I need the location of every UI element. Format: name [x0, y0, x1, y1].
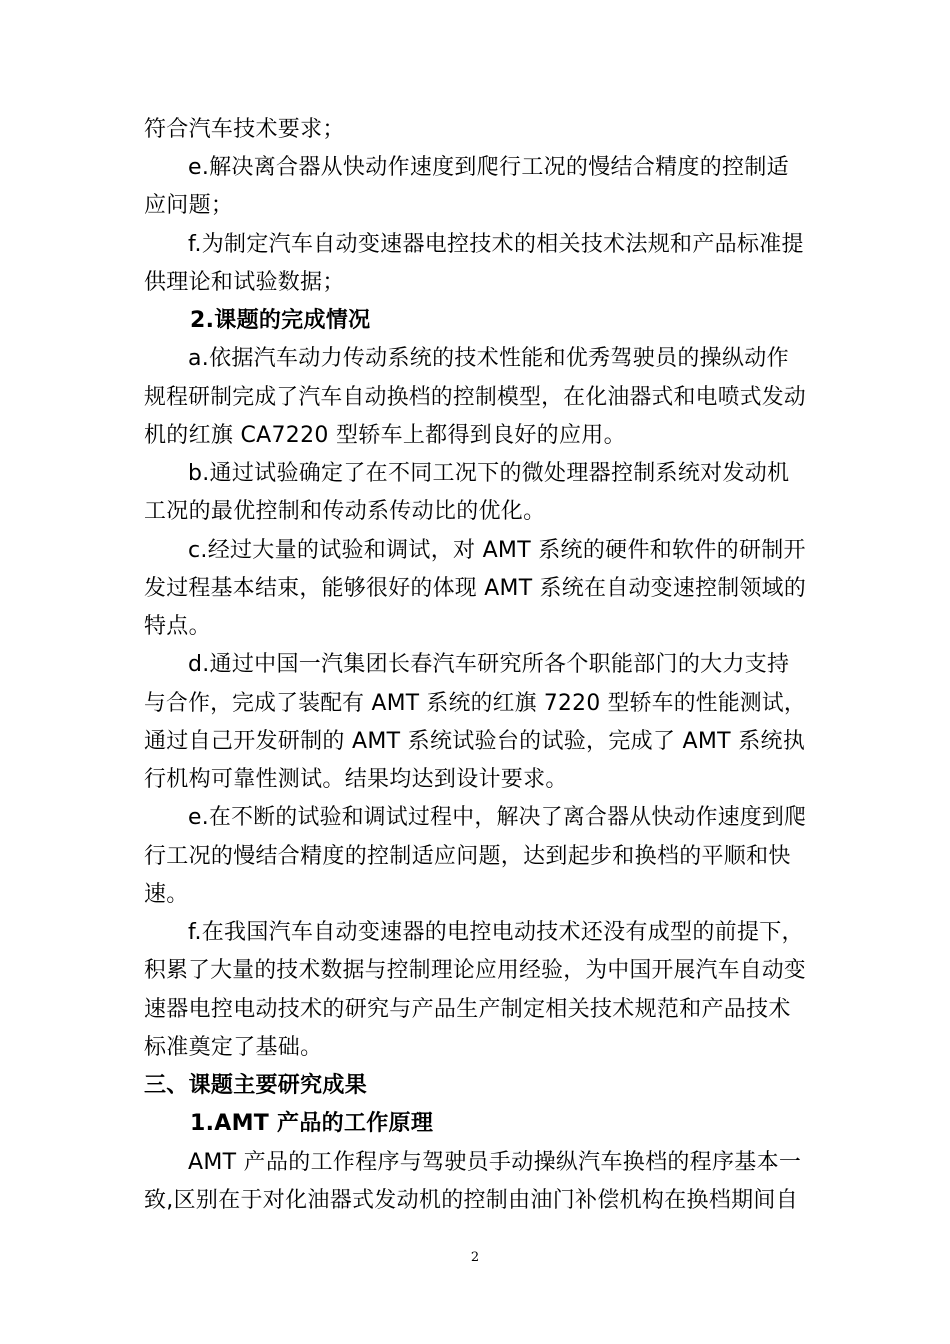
- text-line: d.通过中国一汽集团长春汽车研究所各个职能部门的大力支持: [188, 652, 790, 677]
- chapter-heading: 三、课题主要研究成果: [144, 1073, 368, 1098]
- text-line: 规程研制完成了汽车自动换档的控制模型，在化油器式和电喷式发动: [144, 385, 806, 410]
- text-line: a.依据汽车动力传动系统的技术性能和优秀驾驶员的操纵动作: [188, 346, 789, 371]
- page-number: 2: [470, 1250, 480, 1265]
- text-line: 标准奠定了基础。: [144, 1035, 323, 1060]
- text-line: 行工况的慢结合精度的控制适应问题，达到起步和换档的平顺和快: [144, 844, 791, 869]
- text-line: c.经过大量的试验和调试，对 AMT 系统的硬件和软件的研制开: [188, 538, 806, 563]
- text-line: 行机构可靠性测试。结果均达到设计要求。: [144, 767, 568, 792]
- section-heading: 2.课题的完成情况: [190, 308, 371, 333]
- text-line: 应问题；: [144, 193, 234, 218]
- text-line: AMT 产品的工作程序与驾驶员手动操纵汽车换档的程序基本一: [188, 1150, 802, 1175]
- text-line: 通过自己开发研制的 AMT 系统试验台的试验，完成了 AMT 系统执: [144, 729, 806, 754]
- text-line: f.为制定汽车自动变速器电控技术的相关技术法规和产品标准提: [188, 232, 804, 257]
- text-line: e.在不断的试验和调试过程中，解决了离合器从快动作速度到爬: [188, 805, 807, 830]
- text-line: 工况的最优控制和传动系传动比的优化。: [144, 499, 546, 524]
- text-line: 与合作，完成了装配有 AMT 系统的红旗 7220 型轿车的性能测试，: [144, 691, 806, 716]
- section-heading: 1.AMT 产品的工作原理: [190, 1111, 434, 1136]
- text-line: 机的红旗 CA7220 型轿车上都得到良好的应用。: [144, 423, 626, 448]
- text-line: 发过程基本结束，能够很好的体现 AMT 系统在自动变速控制领域的: [144, 576, 807, 601]
- text-line: 速器电控电动技术的研究与产品生产制定相关技术规范和产品技术: [144, 997, 791, 1022]
- text-line: 速。: [144, 882, 189, 907]
- text-line: e.解决离合器从快动作速度到爬行工况的慢结合精度的控制适: [188, 155, 789, 180]
- text-line: 积累了大量的技术数据与控制理论应用经验，为中国开展汽车自动变: [144, 958, 806, 983]
- text-line: 符合汽车技术要求；: [144, 117, 345, 142]
- text-line: 致,区别在于对化油器式发动机的控制由油门补偿机构在换档期间自: [144, 1188, 798, 1213]
- text-line: 供理论和试验数据；: [144, 270, 345, 295]
- text-line: f.在我国汽车自动变速器的电控电动技术还没有成型的前提下，: [188, 920, 804, 945]
- text-line: b.通过试验确定了在不同工况下的微处理器控制系统对发动机: [188, 461, 790, 486]
- text-line: 特点。: [144, 614, 211, 639]
